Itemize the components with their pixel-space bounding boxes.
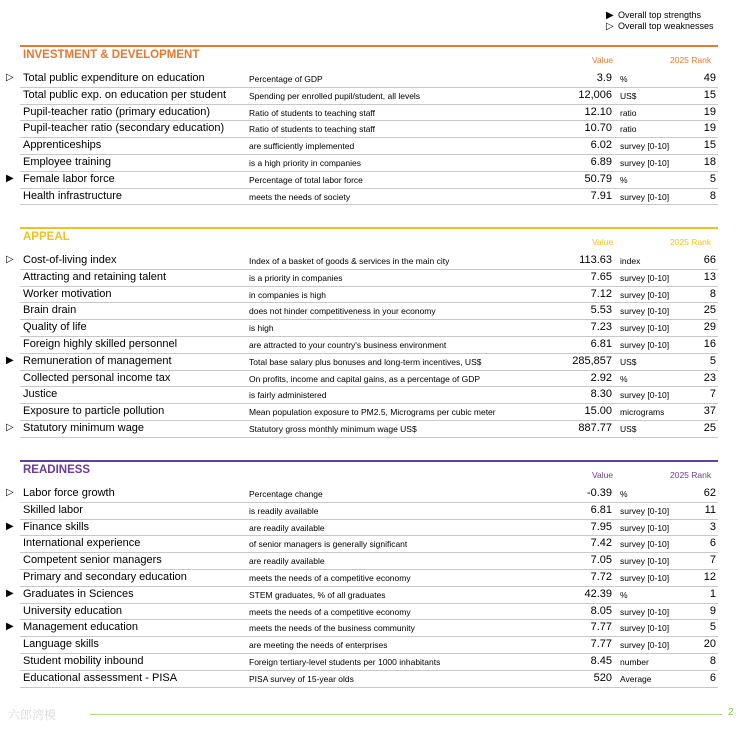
criterion-description: is a high priority in companies <box>249 157 361 168</box>
filled-triangle-icon: ▶ <box>606 10 614 21</box>
legend-weaknesses <box>606 21 714 32</box>
criterion-description: PISA survey of 15-year olds <box>249 673 354 684</box>
criterion-rank: 29 <box>703 321 716 334</box>
table-row <box>20 337 718 354</box>
criterion-name: Total public expenditure on education <box>23 72 205 84</box>
criterion-rank: 23 <box>703 371 716 384</box>
section-header <box>20 45 718 71</box>
criterion-description: of senior managers is generally significant <box>249 539 408 550</box>
table-row <box>20 189 718 206</box>
criterion-rank: 6 <box>709 671 716 684</box>
criterion-value: 3.9 <box>596 72 612 84</box>
value-column-header: Value <box>592 237 614 247</box>
criterion-unit: Average <box>620 673 652 684</box>
table-row <box>6 354 718 371</box>
criterion-description: meets the needs of society <box>249 191 351 202</box>
criterion-unit: survey [0-10] <box>620 623 670 634</box>
criterion-rank: 18 <box>703 155 716 168</box>
table-row <box>6 421 718 438</box>
criterion-value: 42.39 <box>584 587 612 600</box>
criterion-name: Competent senior managers <box>23 554 162 567</box>
row-marker-icon: ▶ <box>6 172 14 184</box>
criterion-unit: survey [0-10] <box>620 306 670 317</box>
criterion-value: 7.12 <box>590 287 612 300</box>
criterion-unit: survey [0-10] <box>620 339 670 350</box>
watermark: 六郎湾模 <box>8 708 57 722</box>
value-column-header: Value <box>592 470 614 480</box>
criterion-unit: survey [0-10] <box>620 572 670 583</box>
criterion-description: Mean population exposure to PM2.5, Micrograms per cubic meter <box>249 407 496 418</box>
criterion-unit: survey [0-10] <box>620 289 670 300</box>
table-row <box>20 671 718 688</box>
criterion-name: Apprenticeships <box>23 139 102 152</box>
criterion-unit: ratio <box>620 107 637 118</box>
criterion-unit: US$ <box>620 423 637 434</box>
section-header <box>20 227 718 253</box>
criterion-description: are meeting the needs of enterprises <box>249 640 388 651</box>
table-row <box>20 303 718 320</box>
criterion-rank: 8 <box>709 287 716 300</box>
criterion-description: does not hinder competitiveness in your economy <box>249 306 436 317</box>
criterion-rank: 11 <box>704 503 716 516</box>
table-row <box>6 172 718 189</box>
criterion-name: Graduates in Sciences <box>23 587 134 600</box>
criterion-value: 520 <box>593 671 612 684</box>
criterion-unit: survey [0-10] <box>620 556 670 567</box>
criterion-value: 10.70 <box>584 122 612 135</box>
table-row <box>20 404 718 421</box>
criterion-name: Labor force growth <box>23 487 115 499</box>
criterion-name: International experience <box>23 537 141 550</box>
criterion-unit: survey [0-10] <box>620 640 670 651</box>
table-row <box>6 520 718 537</box>
criterion-description: Ratio of students to teaching staff <box>249 124 376 135</box>
criterion-value: 8.45 <box>590 654 612 667</box>
criterion-unit: micrograms <box>620 407 665 418</box>
criterion-unit: number <box>620 656 649 667</box>
criterion-name: Exposure to particle pollution <box>23 405 165 418</box>
criterion-unit: survey [0-10] <box>620 539 670 550</box>
criterion-description: Ratio of students to teaching staff <box>249 107 376 118</box>
criterion-name: Justice <box>23 388 58 401</box>
criterion-value: 6.02 <box>590 139 612 152</box>
criterion-rank: 5 <box>709 621 716 634</box>
criterion-value: 15.00 <box>584 405 612 418</box>
criterion-name: Pupil-teacher ratio (primary education) <box>23 105 211 118</box>
criterion-value: 12.10 <box>584 105 612 118</box>
criterion-value: 6.81 <box>590 337 612 350</box>
criterion-description: Total base salary plus bonuses and long-term incentives, US$ <box>249 356 482 367</box>
criterion-unit: % <box>620 74 628 84</box>
row-marker-icon: ▷ <box>6 72 14 83</box>
row-marker-icon: ▶ <box>6 587 14 599</box>
criterion-value: 2.92 <box>590 371 612 384</box>
criterion-description: are sufficiently implemented <box>249 141 355 152</box>
criterion-value: 887.77 <box>578 421 612 434</box>
row-marker-icon: ▶ <box>6 520 14 532</box>
criterion-value: 7.77 <box>590 621 612 634</box>
criterion-name: Female labor force <box>23 172 115 185</box>
table-row <box>20 121 718 138</box>
criterion-rank: 37 <box>703 405 716 418</box>
criterion-rank: 20 <box>703 638 716 651</box>
criterion-unit: % <box>620 174 628 185</box>
criterion-name: Cost-of-living index <box>23 254 117 266</box>
criterion-value: 7.23 <box>590 321 612 334</box>
table-row <box>6 71 718 88</box>
criterion-rank: 6 <box>709 537 716 550</box>
criterion-unit: survey [0-10] <box>620 157 670 168</box>
criterion-rank: 15 <box>703 88 716 101</box>
criterion-description: is readily available <box>249 505 319 516</box>
criterion-name: Skilled labor <box>23 503 83 516</box>
table-row <box>20 387 718 404</box>
criterion-rank: 16 <box>703 337 716 350</box>
criterion-rank: 3 <box>709 520 716 533</box>
criterion-unit: survey [0-10] <box>620 141 670 152</box>
criterion-name: Remuneration of management <box>23 354 172 367</box>
table-row <box>20 138 718 155</box>
criterion-description: Index of a basket of goods & services in the main city <box>249 256 450 266</box>
criterion-rank: 62 <box>703 487 716 499</box>
criterion-name: Worker motivation <box>23 287 112 300</box>
criterion-name: University education <box>23 604 123 617</box>
section-title: INVESTMENT & DEVELOPMENT <box>23 49 200 61</box>
criterion-rank: 8 <box>709 654 716 667</box>
table-row <box>20 270 718 287</box>
criterion-rank: 25 <box>703 421 716 434</box>
table-row <box>6 620 718 637</box>
row-marker-icon: ▷ <box>6 421 14 433</box>
criterion-rank: 7 <box>709 388 716 401</box>
rank-column-header: 2025 Rank <box>670 55 712 65</box>
page-number: 2 <box>728 707 734 718</box>
criterion-name: Finance skills <box>23 520 90 533</box>
criterion-name: Statutory minimum wage <box>23 421 145 434</box>
criterion-description: Percentage change <box>249 489 323 499</box>
criterion-rank: 15 <box>703 139 716 152</box>
criterion-description: Spending per enrolled pupil/student, all levels <box>249 90 421 101</box>
rank-column-header: 2025 Rank <box>670 237 712 247</box>
footer-divider <box>90 714 722 715</box>
criterion-value: 8.05 <box>590 604 612 617</box>
criterion-rank: 5 <box>709 172 716 185</box>
table-row <box>6 486 718 503</box>
criterion-description: in companies is high <box>249 289 327 300</box>
criterion-rank: 19 <box>703 122 716 135</box>
criterion-rank: 13 <box>703 270 716 283</box>
criterion-rank: 7 <box>709 554 716 567</box>
criterion-description: Foreign tertiary-level students per 1000 inhabitants <box>249 656 441 667</box>
table-row <box>6 587 718 604</box>
criterion-value: 7.77 <box>590 638 612 651</box>
table-row <box>20 604 718 621</box>
table-row <box>20 88 718 105</box>
section-appeal <box>6 227 718 438</box>
criterion-unit: survey [0-10] <box>620 606 670 617</box>
criterion-unit: US$ <box>620 356 637 367</box>
table-row <box>20 155 718 172</box>
criterion-description: are attracted to your country's business environment <box>249 339 447 350</box>
table-row <box>20 637 718 654</box>
outline-triangle-icon: ▷ <box>606 21 614 32</box>
section-readiness <box>6 460 718 688</box>
criterion-value: 8.30 <box>590 388 612 401</box>
criterion-value: 113.63 <box>579 254 612 266</box>
criterion-value: 6.89 <box>590 155 612 168</box>
legend-strengths-label: Overall top strengths <box>618 10 702 20</box>
criterion-unit: US$ <box>620 90 637 101</box>
table-row <box>20 503 718 520</box>
criterion-unit: survey [0-10] <box>620 522 670 533</box>
criterion-name: Primary and secondary education <box>23 570 187 583</box>
criterion-rank: 19 <box>703 105 716 118</box>
criterion-value: 7.65 <box>590 270 612 283</box>
criterion-name: Language skills <box>23 638 99 651</box>
row-marker-icon: ▷ <box>6 487 14 498</box>
legend-strengths <box>606 10 714 21</box>
criterion-unit: survey [0-10] <box>620 272 670 283</box>
criterion-rank: 8 <box>709 189 716 202</box>
table-row <box>20 536 718 553</box>
section-investment <box>6 45 718 205</box>
criterion-name: Student mobility inbound <box>23 654 144 667</box>
criterion-rank: 5 <box>709 354 716 367</box>
row-marker-icon: ▶ <box>6 354 14 366</box>
criterion-description: meets the needs of a competitive economy <box>249 572 411 583</box>
criterion-description: are readily available <box>249 556 325 567</box>
table-row <box>20 570 718 587</box>
criterion-description: Percentage of GDP <box>249 74 323 84</box>
criterion-description: STEM graduates, % of all graduates <box>249 589 386 600</box>
criterion-rank: 66 <box>703 254 716 266</box>
rank-column-header: 2025 Rank <box>670 470 712 480</box>
criterion-unit: % <box>620 489 628 499</box>
criterion-value: 7.95 <box>590 520 612 533</box>
value-column-header: Value <box>592 55 614 65</box>
table-row <box>20 287 718 304</box>
criterion-name: Total public exp. on education per student <box>23 88 227 101</box>
criterion-unit: % <box>620 589 628 600</box>
criterion-unit: survey [0-10] <box>620 505 670 516</box>
criterion-value: 5.53 <box>590 304 612 317</box>
criterion-value: 7.72 <box>590 570 612 583</box>
criterion-name: Employee training <box>23 155 112 168</box>
legend-weaknesses-label: Overall top weaknesses <box>618 21 714 31</box>
criterion-description: is high <box>249 323 274 334</box>
table-row <box>20 371 718 388</box>
criterion-unit: ratio <box>620 124 637 135</box>
criterion-description: meets the needs of the business community <box>249 623 415 634</box>
criterion-name: Brain drain <box>23 304 77 317</box>
section-header <box>20 460 718 486</box>
section-title: APPEAL <box>23 231 70 243</box>
table-row <box>20 320 718 337</box>
criterion-description: is a priority in companies <box>249 272 343 283</box>
criterion-rank: 1 <box>709 587 716 600</box>
row-marker-icon: ▶ <box>6 621 14 633</box>
criterion-value: 6.81 <box>590 503 612 516</box>
criterion-name: Attracting and retaining talent <box>23 270 167 283</box>
criterion-description: Percentage of total labor force <box>249 174 363 185</box>
criterion-value: 7.42 <box>590 537 612 550</box>
criterion-rank: 9 <box>709 604 716 617</box>
row-marker-icon: ▷ <box>6 254 14 265</box>
criterion-description: Statutory gross monthly minimum wage US$ <box>249 423 417 434</box>
criterion-unit: survey [0-10] <box>620 191 670 202</box>
criterion-unit: survey [0-10] <box>620 390 670 401</box>
section-title: READINESS <box>23 464 91 476</box>
criterion-value: 7.05 <box>590 554 612 567</box>
criterion-unit: index <box>620 256 641 266</box>
criterion-name: Health infrastructure <box>23 189 123 202</box>
criterion-name: Collected personal income tax <box>23 371 171 384</box>
criterion-unit: survey [0-10] <box>620 323 670 334</box>
criterion-value: 285,857 <box>572 354 612 367</box>
criterion-rank: 12 <box>703 570 716 583</box>
criterion-value: 7.91 <box>590 189 612 202</box>
table-row <box>20 654 718 671</box>
table-row <box>20 105 718 122</box>
criterion-name: Educational assessment - PISA <box>23 671 178 684</box>
criterion-name: Pupil-teacher ratio (secondary education) <box>23 122 225 135</box>
criterion-rank: 49 <box>703 72 716 84</box>
criterion-rank: 25 <box>703 304 716 317</box>
criterion-name: Management education <box>23 621 138 634</box>
criterion-value: 12,006 <box>578 88 612 101</box>
legend <box>606 10 714 32</box>
criterion-value: 50.79 <box>584 172 612 185</box>
criterion-value: -0.39 <box>586 487 612 499</box>
criterion-description: is fairly administered <box>249 390 327 401</box>
table-row <box>6 253 718 270</box>
criterion-name: Quality of life <box>23 321 87 334</box>
criterion-description: meets the needs of a competitive economy <box>249 606 411 617</box>
criterion-description: On profits, income and capital gains, as a percentage of GDP <box>249 373 481 384</box>
table-row <box>20 553 718 570</box>
criterion-unit: % <box>620 373 628 384</box>
criterion-name: Foreign highly skilled personnel <box>23 337 178 350</box>
criterion-description: are readily available <box>249 522 325 533</box>
